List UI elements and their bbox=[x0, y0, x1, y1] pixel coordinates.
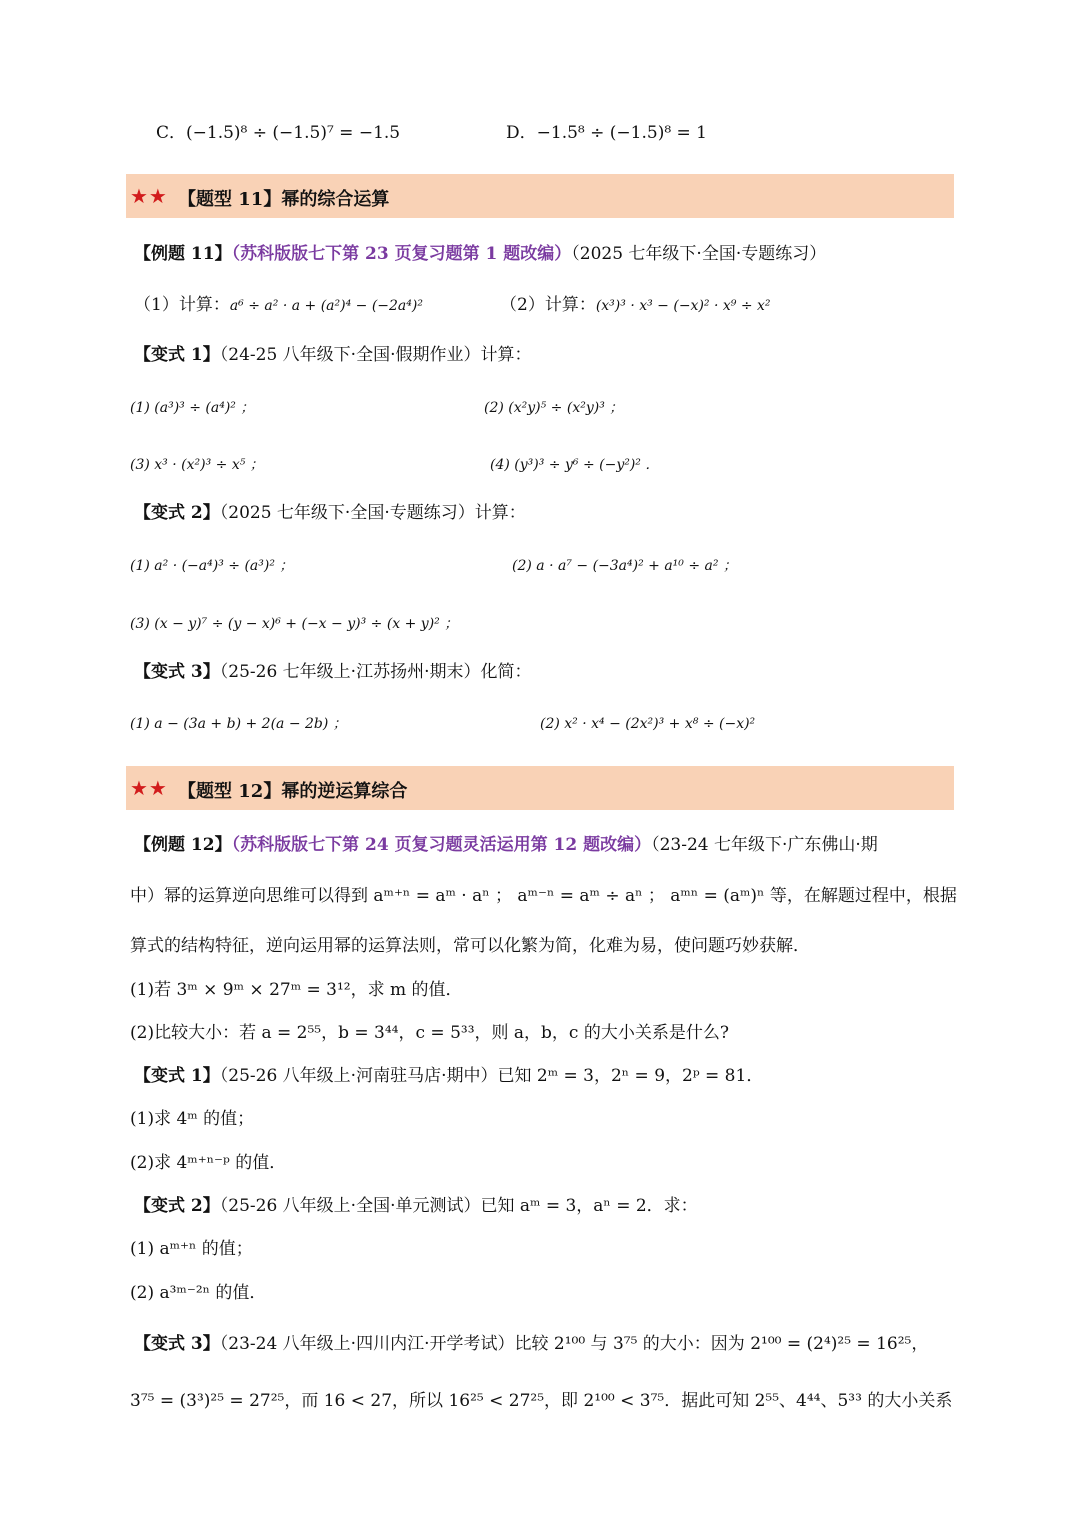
variant-3-q2: (2) x² · x⁴ − (2x²)³ + x⁸ ÷ (−x)² bbox=[540, 716, 756, 732]
example-11-q1 bbox=[134, 294, 423, 317]
variant-12-2-q2: (2) a³ᵐ⁻²ⁿ 的值． bbox=[130, 1283, 267, 1303]
option-c: C．(−1.5)⁸ ÷ (−1.5)⁷ = −1.5 bbox=[156, 123, 401, 143]
example-12-q1: (1)若 3ᵐ × 9ᵐ × 27ᵐ = 3¹²，求 m 的值． bbox=[130, 980, 463, 1000]
q2-label: （2）计算： bbox=[500, 295, 596, 315]
variant-12-2-text: （25-26 八年级上·全国·单元测试）已知 aᵐ = 3，aⁿ = 2．求： bbox=[219, 1196, 698, 1216]
variant-2-q3: (3) (x − y)⁷ ÷ (y − x)⁶ + (−x − y)³ ÷ (x + y)² ； bbox=[130, 616, 459, 632]
q1-expression: a⁶ ÷ a² · a + (a²)⁴ − (−2a⁴)² bbox=[229, 298, 423, 314]
example-11-label: 【例题 11】 bbox=[134, 244, 232, 264]
option-d: D．−1.5⁸ ÷ (−1.5)⁸ = 1 bbox=[506, 123, 708, 143]
example-11-q2 bbox=[500, 294, 771, 317]
q1-label: （1）计算： bbox=[134, 295, 230, 315]
example-11-header bbox=[134, 243, 826, 265]
variant-1-q4: (4) (y³)³ ÷ y⁶ ÷ (−y²)² ． bbox=[490, 457, 660, 473]
example-12-source: （苏科版版七下第 24 页复习题灵活运用第 12 题改编） bbox=[231, 835, 652, 855]
example-12-label: 【例题 12】 bbox=[134, 835, 232, 855]
variant-1-q2: (2) (x²y)⁵ ÷ (x²y)³ ； bbox=[484, 400, 624, 416]
section-title-12: 【题型 12】幂的逆运算综合 bbox=[178, 781, 408, 802]
variant-1-label: 【变式 1】 bbox=[134, 345, 220, 365]
example-11-note: （2025 七年级下·全国·专题练习） bbox=[571, 244, 827, 264]
variant-1-q3: (3) x³ · (x²)³ ÷ x⁵ ； bbox=[130, 457, 264, 473]
difficulty-stars-icon: ★★ bbox=[130, 776, 168, 800]
section-banner-11 bbox=[126, 174, 954, 218]
variant-1-q1: (1) (a³)³ ÷ (a⁴)² ； bbox=[130, 400, 255, 416]
example-11-source: （苏科版版七下第 23 页复习题第 1 题改编） bbox=[231, 244, 572, 264]
difficulty-stars-icon: ★★ bbox=[130, 184, 168, 208]
example-12-line3: 算式的结构特征，逆向运用幂的运算法则，常可以化繁为简，化难为易，使问题巧妙获解． bbox=[130, 936, 810, 956]
variant-2-text: （2025 七年级下·全国·专题练习）计算： bbox=[219, 503, 526, 523]
variant-12-2-q1: (1) aᵐ⁺ⁿ 的值； bbox=[130, 1239, 253, 1259]
example-12-header bbox=[134, 834, 878, 856]
variant-1-header bbox=[134, 344, 531, 366]
example-12-note: （23-24 七年级下·广东佛山·期 bbox=[651, 835, 878, 855]
example-12-line2: 中）幂的运算逆向思维可以得到 aᵐ⁺ⁿ = aᵐ · aⁿ ； aᵐ⁻ⁿ = aᵐ ÷ aⁿ ； aᵐⁿ = (aᵐ)ⁿ 等，在解题过程中，根据 bbox=[130, 886, 957, 906]
variant-3-q1: (1) a − (3a + b) + 2(a − 2b) ； bbox=[130, 716, 347, 732]
variant-2-q1: (1) a² · (−a⁴)³ ÷ (a³)² ； bbox=[130, 558, 294, 574]
variant-3-header bbox=[134, 661, 531, 683]
variant-12-3-text: （23-24 八年级上·四川内江·开学考试）比较 2¹⁰⁰ 与 3⁷⁵ 的大小：因为 2¹⁰⁰ = (2⁴)²⁵ = 16²⁵， bbox=[219, 1334, 929, 1354]
variant-12-1-text: （25-26 八年级上·河南驻马店·期中）已知 2ᵐ = 3，2ⁿ = 9，2ᵖ = 81． bbox=[219, 1066, 764, 1086]
q2-expression: (x³)³ · x³ − (−x)² · x⁹ ÷ x² bbox=[595, 298, 771, 314]
variant-12-2-header bbox=[134, 1195, 698, 1217]
section-title-11: 【题型 11】幂的综合运算 bbox=[178, 189, 390, 210]
variant-2-label: 【变式 2】 bbox=[134, 503, 220, 523]
variant-3-text: （25-26 七年级上·江苏扬州·期末）化简： bbox=[219, 662, 532, 682]
variant-12-3-line2: 3⁷⁵ = (3³)²⁵ = 27²⁵，而 16 < 27，所以 16²⁵ < 27²⁵，即 2¹⁰⁰ < 3⁷⁵．据此可知 2⁵⁵、4⁴⁴、5³³ 的大小关系 bbox=[130, 1391, 953, 1411]
variant-1-text: （24-25 八年级下·全国·假期作业）计算： bbox=[219, 345, 532, 365]
variant-3-label: 【变式 3】 bbox=[134, 662, 220, 682]
variant-12-3-header bbox=[134, 1333, 928, 1355]
variant-12-2-label: 【变式 2】 bbox=[134, 1196, 220, 1216]
variant-2-q2: (2) a · a⁷ − (−3a⁴)² + a¹⁰ ÷ a² ； bbox=[512, 558, 737, 574]
variant-12-3-label: 【变式 3】 bbox=[134, 1334, 220, 1354]
variant-12-1-q1: (1)求 4ᵐ 的值； bbox=[130, 1109, 255, 1129]
variant-12-1-q2: (2)求 4ᵐ⁺ⁿ⁻ᵖ 的值． bbox=[130, 1153, 287, 1173]
variant-2-header bbox=[134, 502, 526, 524]
variant-12-1-label: 【变式 1】 bbox=[134, 1066, 220, 1086]
section-banner-12 bbox=[126, 766, 954, 810]
example-12-q2: (2)比较大小：若 a = 2⁵⁵，b = 3⁴⁴，c = 5³³，则 a，b，c 的大小关系是什么? bbox=[130, 1023, 729, 1043]
variant-12-1-header bbox=[134, 1065, 763, 1087]
